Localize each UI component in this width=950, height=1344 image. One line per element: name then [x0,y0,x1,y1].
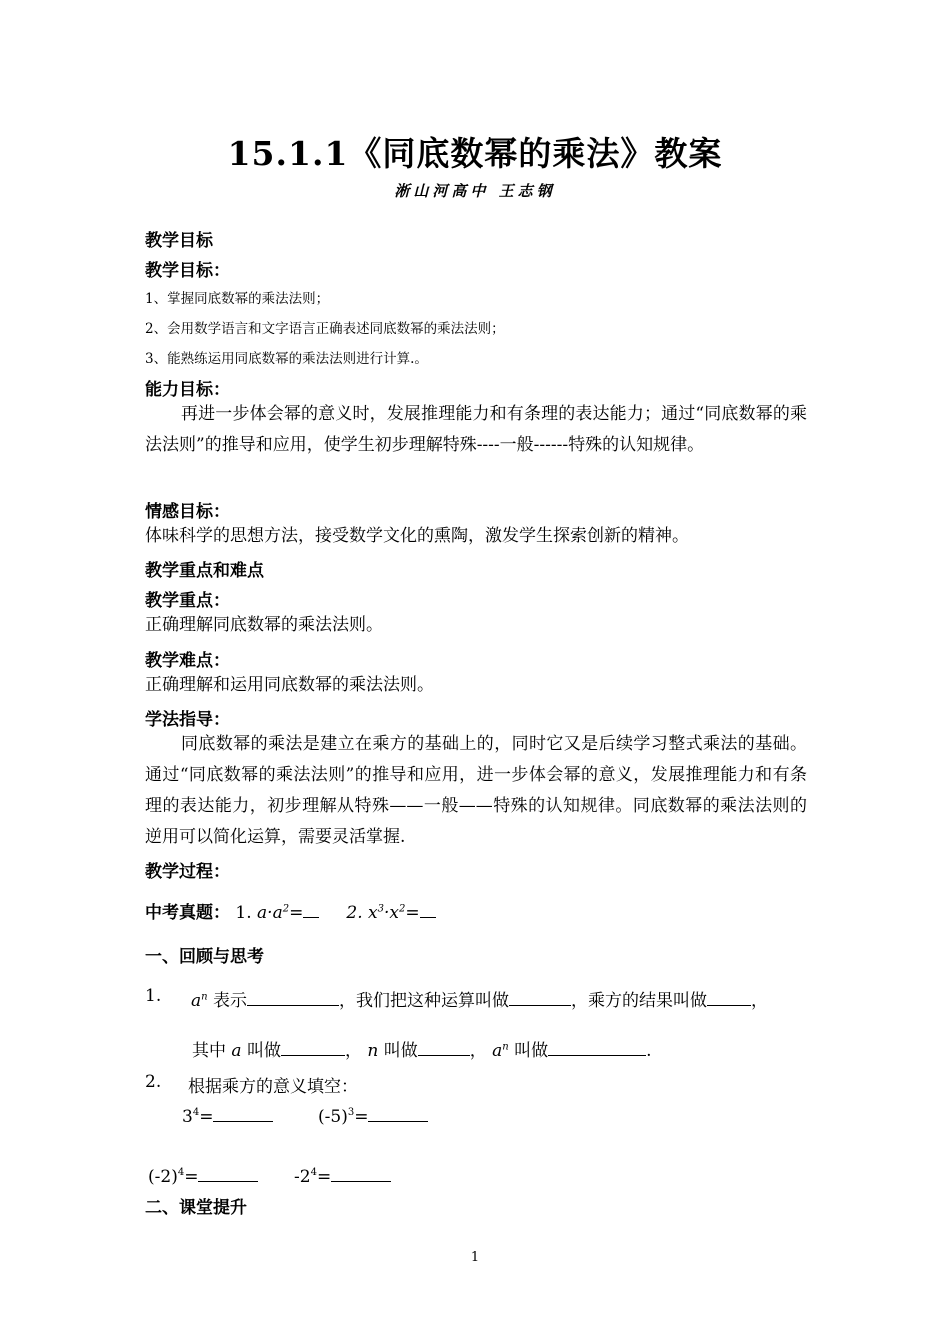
review-q1-power: $a^n$ [191,991,208,1011]
goal-item-3: 3、能熟练运用同底数幂的乘法法则进行计算.。 [145,351,428,367]
calc-item-4: $-2^4=$ [294,1163,391,1187]
calc-item-2: $(-5)^3=$ [318,1103,428,1127]
heading-goals: 教学目标 [145,231,213,251]
calc-blank-1[interactable] [213,1103,273,1122]
exam-q1-number: 1. [235,903,252,923]
difficult-paragraph: 正确理解和运用同底数幂的乘法法则。 [145,675,434,695]
calc-item-3: $(-2)^4=$ [148,1163,258,1187]
heading-difficult: 教学难点： [145,651,230,671]
exam-q2-number: 2. [346,903,363,923]
document-author: 淅山河高中 王志钢 [394,182,556,200]
goal-item-2: 2、会用数学语言和文字语言正确表述同底数幂的乘法法则； [145,321,505,337]
heading-key-difficult: 教学重点和难点 [145,561,264,581]
emotion-paragraph: 体味科学的思想方法，接受数学文化的熏陶，激发学生探索创新的精神。 [145,526,689,546]
exam-q1-expression: $a\cdot a^2=$ [257,903,304,923]
ability-paragraph: 再进一步体会幂的意义时，发展推理能力和有条理的表达能力；通过“同底数幂的乘法法则”的推导和应用，使学生初步理解特殊----一般------特殊的认知规律。 [145,404,807,455]
calc-item-1: $3^4=$ [182,1103,273,1127]
heading-improve: 二、课堂提升 [145,1198,247,1218]
heading-process: 教学过程： [145,862,230,882]
review-q1-blank-1[interactable] [247,987,339,1006]
review-q1-blank-4[interactable] [281,1037,345,1056]
exam-label: 中考真题： [145,903,230,923]
exam-q1-blank[interactable] [303,899,319,918]
calc-blank-2[interactable] [368,1103,428,1122]
heading-review: 一、回顾与思考 [145,947,264,967]
heading-teaching-goals: 教学目标： [145,261,230,281]
exam-q2-blank[interactable] [420,899,436,918]
review-q1-line1: $a^n$ 表示 ，我们把这种运算叫做 ，乘方的结果叫做 ， [191,986,768,1011]
heading-emotion: 情感目标： [145,502,230,522]
review-q2-text: 根据乘方的意义填空： [188,1077,358,1097]
goal-item-1: 1、掌握同底数幂的乘法法则； [145,291,330,307]
key-paragraph: 正确理解同底数幂的乘法法则。 [145,615,383,635]
method-paragraph: 同底数幂的乘法是建立在乘方的基础上的，同时它又是后续学习整式乘法的基础。通过“同底数幂的乘法法则”的推导和应用，进一步体会幂的意义，发展推理能力和有条理的表达能力，初步理解从特殊——一般——特殊的认知规律。同底数幂的乘法法则的逆用可以简化运算，需要灵活掌握. [145,734,807,847]
heading-ability: 能力目标： [145,380,230,400]
review-q1-number: 1. [145,986,162,1006]
review-q2-number: 2. [145,1072,162,1092]
review-q1-line2: 其中 a 叫做 ， n 叫做 ， $a^n$ 叫做 . [192,1036,652,1061]
page-number: 1 [470,1250,480,1265]
review-q1-blank-3[interactable] [707,987,751,1006]
review-q1-blank-6[interactable] [548,1037,646,1056]
review-q1-blank-2[interactable] [509,987,571,1006]
exam-line [145,898,436,923]
exam-q2-expression: $x^3\cdot x^2=$ [368,903,420,923]
heading-method: 学法指导： [145,710,230,730]
calc-blank-4[interactable] [331,1163,391,1182]
document-title: 15.1.1《同底数幂的乘法》教案 [227,134,723,173]
calc-blank-3[interactable] [198,1163,258,1182]
heading-key: 教学重点： [145,591,230,611]
review-q1-blank-5[interactable] [418,1037,470,1056]
